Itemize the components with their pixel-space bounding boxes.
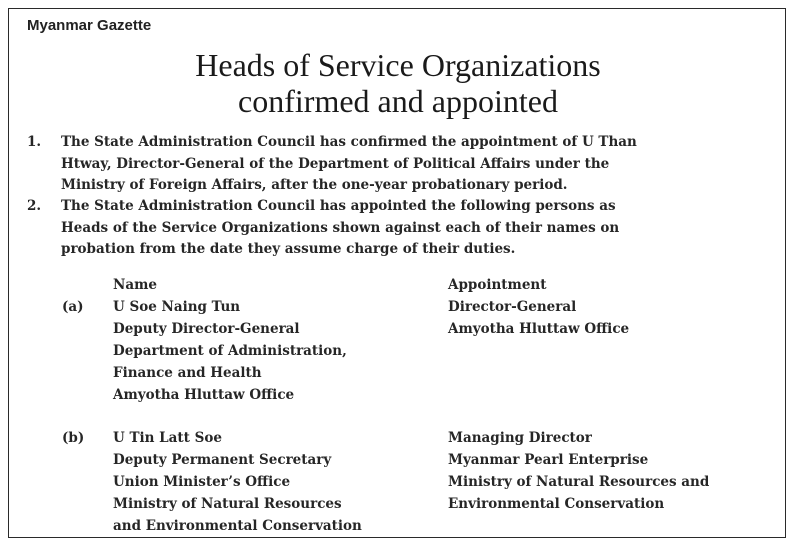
paragraph-line: probation from the date they assume charge of their duties. [61, 241, 516, 257]
paragraph-line: Htway, Director-General of the Department of Political Affairs under the [61, 155, 610, 172]
entry-name-line: Union Minister’s Office [113, 474, 291, 490]
paragraph-line: Heads of the Service Organizations shown against each of their names on [61, 219, 620, 236]
entry-appointment-line: Ministry of Natural Resources and [448, 474, 710, 490]
entry-name-line: U Soe Naing Tun [113, 299, 241, 315]
paragraph-1 [61, 132, 773, 197]
headline-line-1: Heads of Service Organizations [195, 47, 601, 83]
entry-name-line: Ministry of Natural Resources [113, 496, 342, 512]
entry-name-line: U Tin Latt Soe [113, 430, 222, 446]
entry-appointment-line: Director-General [448, 299, 577, 315]
paragraph-line: The State Administration Council has confirmed the appointment of U Than [61, 134, 637, 150]
article-frame [8, 8, 786, 538]
paragraph-number: 2. [27, 198, 42, 214]
entry-appointment-line: Amyotha Hluttaw Office [448, 321, 630, 337]
entry-name-line: Department of Administration, [113, 343, 347, 359]
paragraph-number: 1. [27, 134, 42, 150]
entry-appointment-line: Managing Director [448, 430, 592, 446]
entry-name-line: and Environmental Conservation [113, 518, 362, 534]
publication-name: Myanmar Gazette [27, 17, 152, 34]
entry-name-line: Deputy Permanent Secretary [113, 452, 332, 468]
paragraph-line: Ministry of Foreign Affairs, after the one-year probationary period. [61, 177, 568, 193]
paragraph-line: The State Administration Council has appointed the following persons as [61, 198, 616, 214]
entry-name-line: Finance and Health [113, 365, 262, 381]
column-header-name: Name [113, 277, 157, 293]
entry-name-line: Amyotha Hluttaw Office [113, 387, 295, 403]
entry-name-line: Deputy Director-General [113, 321, 300, 337]
headline-line-2: confirmed and appointed [238, 83, 558, 119]
entry-letter: (b) [62, 430, 85, 446]
entry-letter: (a) [62, 299, 84, 315]
entry-appointment-line: Environmental Conservation [448, 496, 665, 512]
entry-appointment-line: Myanmar Pearl Enterprise [448, 452, 649, 468]
column-header-appointment: Appointment [448, 277, 547, 293]
paragraph-2 [61, 196, 773, 261]
